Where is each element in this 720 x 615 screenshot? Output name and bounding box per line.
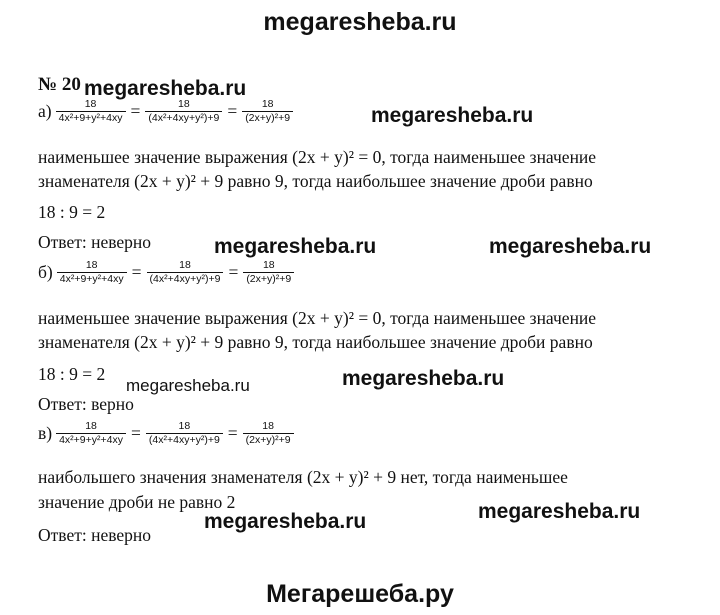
fraction bbox=[56, 421, 126, 446]
fraction bbox=[146, 421, 223, 446]
fraction bbox=[243, 260, 294, 285]
denominator: (2x+y)²+9 bbox=[242, 111, 293, 124]
denominator: (4x²+4xy+y²)+9 bbox=[147, 272, 224, 285]
equals-sign: = bbox=[131, 423, 141, 444]
denominator: 4x²+9+y²+4xy bbox=[57, 272, 127, 285]
denominator: (2x+y)²+9 bbox=[243, 272, 294, 285]
numerator: 18 bbox=[85, 420, 97, 432]
text-line: знаменателя (2x + y)² + 9 равно 9, тогда наибольшее значение дроби равно bbox=[38, 332, 593, 352]
numerator: 18 bbox=[178, 420, 191, 432]
numerator: 18 bbox=[85, 259, 98, 271]
watermark: megaresheba.ru bbox=[214, 235, 377, 258]
equals-sign: = bbox=[130, 101, 141, 122]
fraction bbox=[242, 99, 293, 124]
fraction bbox=[145, 99, 222, 124]
numerator: 18 bbox=[262, 420, 274, 432]
part-label: б) bbox=[38, 262, 53, 283]
numerator: 18 bbox=[179, 259, 191, 271]
fraction bbox=[147, 260, 224, 285]
equation-b bbox=[38, 260, 294, 285]
equation-a bbox=[38, 99, 293, 124]
answer: Ответ: неверно bbox=[38, 525, 152, 545]
watermark: megaresheba.ru bbox=[84, 77, 247, 100]
equals-sign: = bbox=[227, 101, 238, 122]
numerator: 18 bbox=[262, 259, 275, 271]
numerator: 18 bbox=[261, 98, 274, 110]
watermark: megaresheba.ru bbox=[126, 376, 250, 395]
equals-sign: = bbox=[131, 262, 142, 283]
fraction bbox=[57, 260, 127, 285]
fraction bbox=[56, 99, 126, 124]
denominator: 4x²+9+y²+4xy bbox=[56, 111, 126, 124]
text-line: наибольшего значения знаменателя (2x + y)² + 9 нет, тогда наименьшее bbox=[38, 467, 568, 487]
fraction bbox=[243, 421, 294, 446]
watermark: megaresheba.ru bbox=[489, 235, 652, 258]
text-line: 18 : 9 = 2 bbox=[38, 364, 106, 384]
denominator: (4x²+4xy+y²)+9 bbox=[145, 111, 222, 124]
problem-number: № 20 bbox=[38, 74, 81, 95]
answer: Ответ: неверно bbox=[38, 232, 152, 252]
part-label: а) bbox=[38, 101, 52, 122]
answer: Ответ: верно bbox=[38, 394, 134, 414]
denominator: (4x²+4xy+y²)+9 bbox=[146, 433, 223, 446]
numerator: 18 bbox=[178, 98, 190, 110]
text-line: наименьшее значение выражения (2x + y)² = 0, тогда наименьшее значение bbox=[38, 147, 597, 167]
equals-sign: = bbox=[227, 423, 238, 444]
watermark: megaresheba.ru bbox=[478, 500, 641, 523]
text-line: значение дроби не равно 2 bbox=[38, 492, 236, 512]
denominator: (2x+y)²+9 bbox=[243, 433, 294, 446]
part-label: в) bbox=[38, 423, 53, 444]
text-line: 18 : 9 = 2 bbox=[38, 202, 106, 222]
watermark: megaresheba.ru bbox=[204, 510, 367, 533]
equation-c bbox=[38, 421, 294, 446]
equals-sign: = bbox=[228, 262, 239, 283]
numerator: 18 bbox=[84, 98, 97, 110]
text-line: знаменателя (2x + y)² + 9 равно 9, тогда наибольшее значение дроби равно bbox=[38, 171, 593, 191]
watermark: megaresheba.ru bbox=[371, 104, 534, 127]
text-line: наименьшее значение выражения (2x + y)² = 0, тогда наименьшее значение bbox=[38, 308, 597, 328]
watermark: megaresheba.ru bbox=[342, 367, 505, 390]
footer-brand[interactable]: Мегарешеба.ру bbox=[266, 580, 454, 608]
denominator: 4x²+9+y²+4xy bbox=[56, 433, 126, 446]
header-watermark[interactable]: megaresheba.ru bbox=[263, 8, 457, 36]
